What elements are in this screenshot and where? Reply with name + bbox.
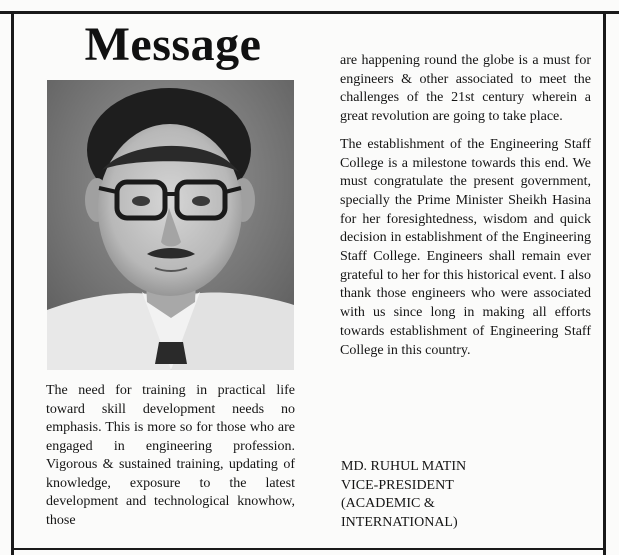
- signature-block: [341, 458, 541, 532]
- article-left-column: [46, 382, 295, 530]
- article-paragraph: are happening round the globe is a must for engineers & other associated to meet the challenges of the 21st century wherein a great revolution are going to take place.: [340, 53, 591, 125]
- article-right-column: [340, 52, 591, 360]
- frame-bottom-border: [11, 548, 606, 550]
- portrait-photo: [47, 80, 294, 370]
- article-paragraph: The establishment of the Engineering Staff College is a milestone towards this end. We must congratulate the present government, specially the Prime Minister Sheikh Hasina for her foresightedness, wisdom and quick decision in establishment of the Engineering Staff College. Engineers shall remain ever grateful to her for this historical event. I also thank those engineers who were associated with us since long in making all efforts towards establishment of Engineering Staff College in this country.: [340, 136, 591, 358]
- frame-right-border: [603, 12, 606, 555]
- portrait-image: [47, 80, 294, 370]
- article-paragraph: The need for training in practical life toward skill development needs no emphasis. This is more so for those who are engaged in engineering profession. Vigorous & sustained training, updating of knowledge, exposure to the latest development and technological knowhow, those: [46, 383, 295, 528]
- signatory-title: VICE-PRESIDENT: [341, 477, 454, 493]
- signatory-name: MD. RUHUL MATIN: [341, 459, 467, 474]
- page-title: Message: [84, 18, 262, 71]
- frame-left-border: [11, 12, 14, 555]
- signatory-department: (ACADEMIC &: [341, 496, 435, 511]
- signatory-department: INTERNATIONAL): [341, 514, 458, 530]
- frame-top-border: [0, 0, 619, 14]
